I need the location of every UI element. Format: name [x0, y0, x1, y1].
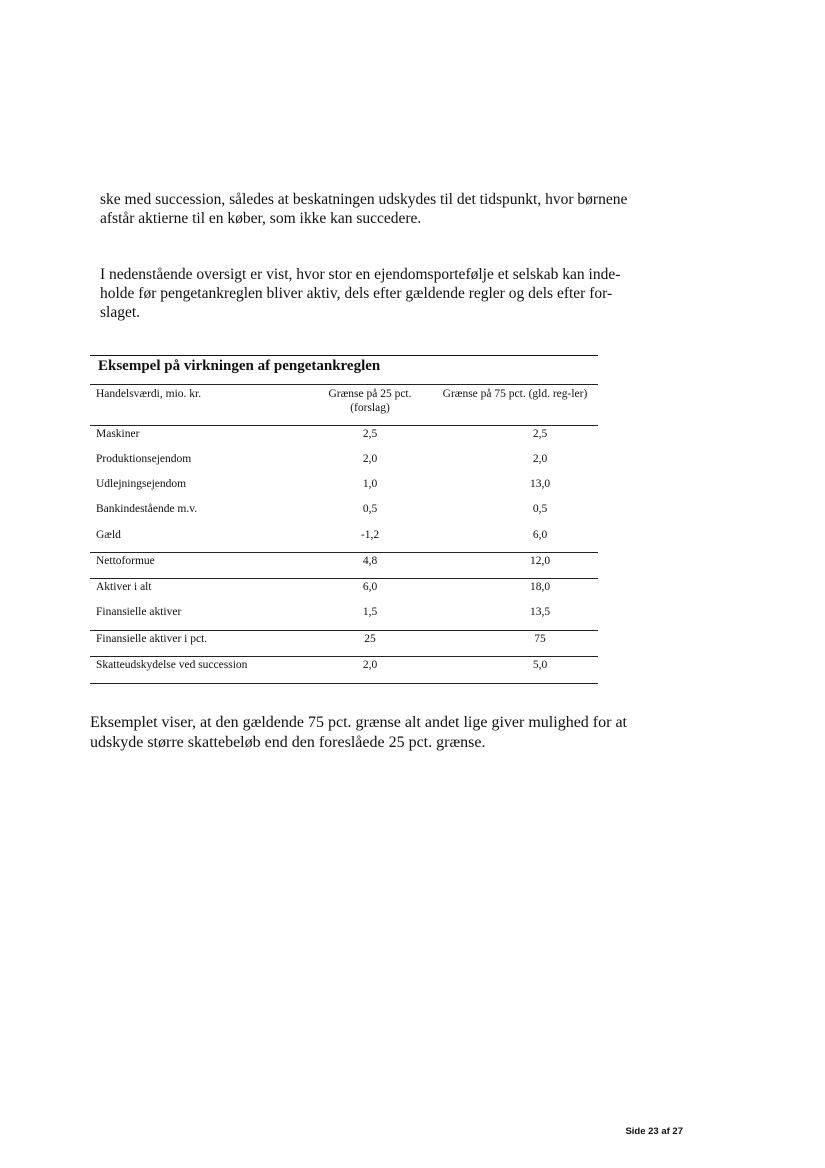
row-value-25: 25: [364, 633, 376, 645]
row-rule: [90, 630, 598, 631]
header-graense-75: Grænse på 75 pct. (gld. reg-ler): [442, 388, 588, 400]
row-value-25: 1,0: [362, 478, 378, 490]
row-value-25: 0,5: [362, 503, 378, 515]
row-label: Nettoformue: [96, 555, 155, 567]
table-bottom-rule: [90, 683, 598, 684]
paragraph-conclusion: Eksemplet viser, at den gældende 75 pct. grænse alt andet lige giver mulighed for at udskyde større skattebeløb end den foreslåede 25 pct. grænse.: [90, 714, 627, 751]
row-value-25: 6,0: [362, 581, 378, 593]
table-row: [90, 659, 598, 677]
row-value-75: 2,0: [532, 453, 548, 465]
row-value-75: 13,5: [529, 606, 551, 618]
table-top-rule: [90, 355, 598, 356]
row-value-25: 2,5: [362, 428, 378, 440]
row-value-25: 2,0: [362, 659, 378, 671]
row-rule: [90, 552, 598, 553]
row-label: Skatteudskydelse ved succession: [96, 659, 248, 671]
row-label: Udlejningsejendom: [96, 478, 187, 490]
table-title: Eksempel på virkningen af pengetankreglen: [98, 358, 381, 374]
header-top-rule: [90, 384, 598, 385]
paragraph-succession: ske med succession, således at beskatningen udskydes til det tidspunkt, hvor børnene afstår aktierne til en køber, som ikke kan succedere.: [100, 191, 628, 227]
row-label: Gæld: [96, 529, 121, 541]
row-value-25: -1,2: [360, 529, 380, 541]
table-row: [90, 428, 598, 446]
row-value-25: 2,0: [362, 453, 378, 465]
page-number: Side 23 af 27: [625, 1126, 683, 1137]
row-rule: [90, 656, 598, 657]
row-rule: [90, 578, 598, 579]
table-row: [90, 606, 598, 624]
row-label: Finansielle aktiver i pct.: [96, 633, 208, 645]
row-value-75: 75: [534, 633, 546, 645]
table-row: [90, 478, 598, 496]
header-handelsvaerdi: Handelsværdi, mio. kr.: [96, 388, 202, 400]
table-row: [90, 633, 598, 651]
row-label: Aktiver i alt: [96, 581, 152, 593]
row-label: Bankindestående m.v.: [96, 503, 198, 515]
row-value-75: 12,0: [529, 555, 551, 567]
row-value-75: 5,0: [532, 659, 548, 671]
row-label: Maskiner: [96, 428, 140, 440]
row-label: Finansielle aktiver: [96, 606, 182, 618]
row-value-25: 1,5: [362, 606, 378, 618]
row-label: Produktionsejendom: [96, 453, 192, 465]
table-row: [90, 453, 598, 471]
table-row: [90, 555, 598, 573]
row-value-75: 2,5: [532, 428, 548, 440]
row-value-75: 18,0: [529, 581, 551, 593]
row-value-25: 4,8: [362, 555, 378, 567]
row-value-75: 0,5: [532, 503, 548, 515]
table-row: [90, 581, 598, 599]
paragraph-overview-intro: I nedenstående oversigt er vist, hvor stor en ejendomsportefølje et selskab kan inde-holde før pengetankreglen bliver aktiv, dels efter gældende regler og dels efter for-slaget.: [100, 266, 621, 321]
header-graense-25: Grænse på 25 pct.(forslag): [328, 388, 412, 414]
header-bottom-rule: [90, 425, 598, 426]
table-row: [90, 529, 598, 547]
table-row: [90, 503, 598, 521]
row-value-75: 13,0: [529, 478, 551, 490]
row-value-75: 6,0: [532, 529, 548, 541]
